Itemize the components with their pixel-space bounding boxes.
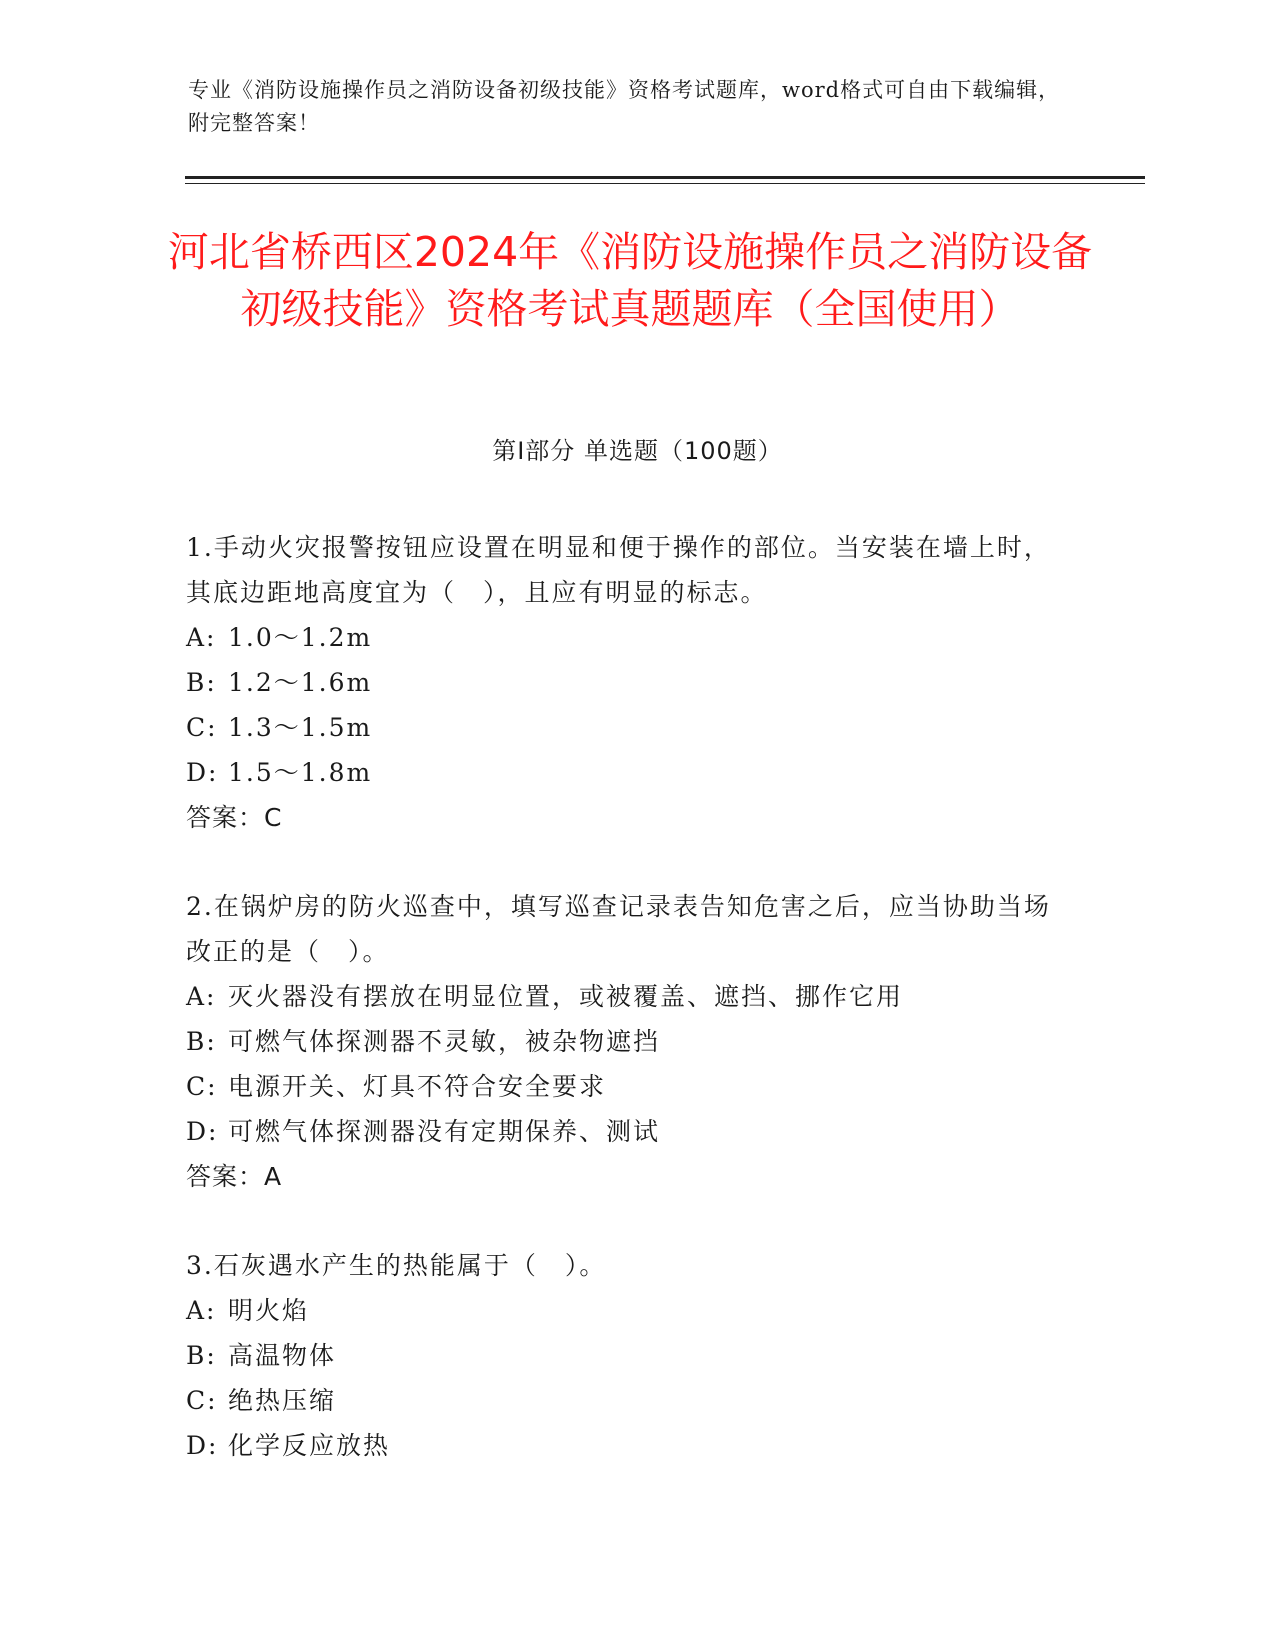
option-a — [186, 974, 1066, 1019]
section-title: 第I部分 单选题（100题） — [492, 437, 783, 465]
option-text: 高温物体 — [228, 1341, 337, 1370]
option-letter: C: — [186, 713, 218, 742]
header-rule-thick — [185, 176, 1145, 179]
option-c — [186, 1064, 1066, 1109]
question-text: 1.手动火灾报警按钮应设置在明显和便于操作的部位。当安装在墙上时，其底边距地高度宜为（ ），且应有明显的标志。 — [186, 533, 1051, 607]
question-1 — [186, 525, 1066, 840]
option-text: 可燃气体探测器没有定期保养、测试 — [228, 1117, 661, 1146]
option-letter: D: — [186, 1431, 219, 1460]
option-d — [186, 1423, 1066, 1468]
option-a — [186, 1288, 1066, 1333]
option-b — [186, 1333, 1066, 1378]
option-letter: B: — [186, 1341, 217, 1370]
option-letter: D: — [186, 1117, 219, 1146]
document-title: 河北省桥西区2024年《消防设施操作员之消防设备初级技能》资格考试真题题库（全国使用） — [167, 228, 1093, 333]
option-text: 明火焰 — [228, 1296, 310, 1325]
option-text: 可燃气体探测器不灵敏，被杂物遮挡 — [228, 1027, 661, 1056]
option-d — [186, 750, 1066, 795]
option-a — [186, 615, 1066, 660]
option-letter: C: — [186, 1072, 218, 1101]
option-b — [186, 660, 1066, 705]
option-c — [186, 1378, 1066, 1423]
option-c — [186, 705, 1066, 750]
option-text: 电源开关、灯具不符合安全要求 — [228, 1072, 607, 1101]
option-letter: A: — [186, 623, 217, 652]
option-letter: D: — [186, 758, 219, 787]
answer: 答案：C — [186, 803, 283, 832]
option-text: 1.5～1.8m — [228, 758, 373, 787]
answer: 答案：A — [186, 1162, 283, 1191]
option-letter: A: — [186, 982, 217, 1011]
header-note: 专业《消防设施操作员之消防设备初级技能》资格考试题库，word格式可自由下载编辑，附完整答案！ — [188, 78, 1061, 135]
option-letter: C: — [186, 1386, 218, 1415]
question-3 — [186, 1243, 1066, 1468]
option-text: 灭火器没有摆放在明显位置，或被覆盖、遮挡、挪作它用 — [228, 982, 904, 1011]
question-list — [186, 525, 1066, 1512]
option-b — [186, 1019, 1066, 1064]
question-text: 3.石灰遇水产生的热能属于（ ）。 — [186, 1251, 607, 1280]
option-letter: A: — [186, 1296, 217, 1325]
option-text: 1.2～1.6m — [228, 668, 373, 697]
option-text: 1.0～1.2m — [228, 623, 373, 652]
option-letter: B: — [186, 1027, 217, 1056]
header-rule-thin — [185, 183, 1145, 184]
option-text: 绝热压缩 — [228, 1386, 337, 1415]
option-text: 化学反应放热 — [228, 1431, 391, 1460]
question-2 — [186, 884, 1066, 1199]
option-d — [186, 1109, 1066, 1154]
option-text: 1.3～1.5m — [228, 713, 373, 742]
option-letter: B: — [186, 668, 217, 697]
question-text: 2.在锅炉房的防火巡查中，填写巡查记录表告知危害之后，应当协助当场改正的是（ ）。 — [186, 892, 1051, 966]
